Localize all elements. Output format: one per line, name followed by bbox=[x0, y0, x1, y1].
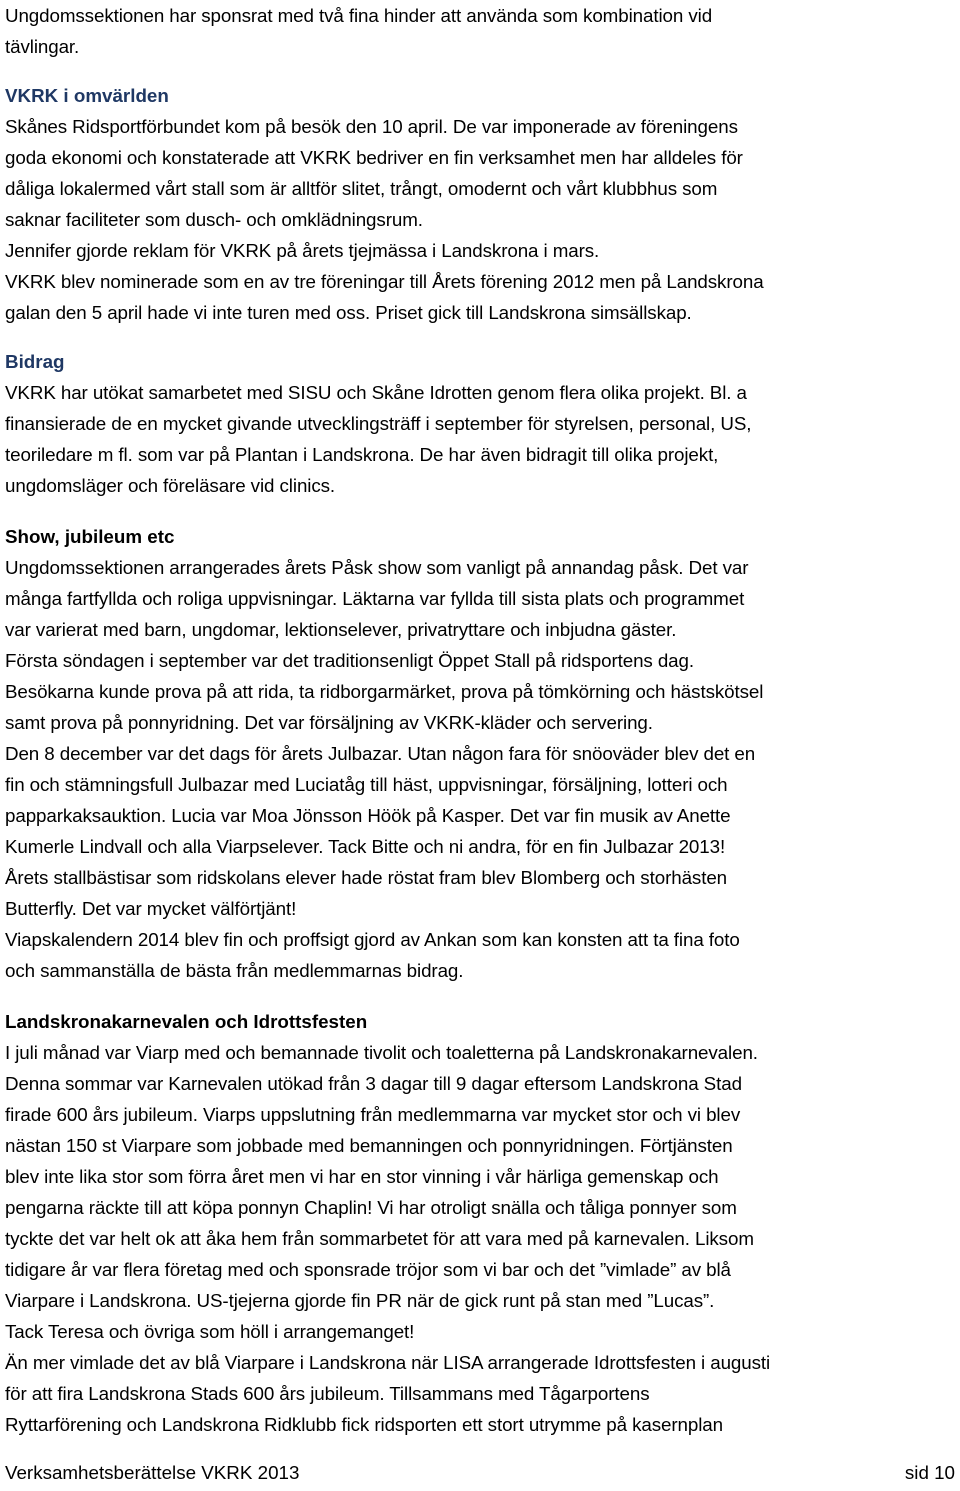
document-page bbox=[5, 0, 955, 1440]
intro-paragraph: Ungdomssektionen har sponsrat med två fina hinder att använda som kombination vid tävlingar. bbox=[5, 5, 713, 57]
page-number: sid 10 bbox=[904, 1462, 955, 1483]
paragraph-show-jubileum: Ungdomssektionen arrangerades årets Påsk show som vanligt på annandag påsk. Det var många fartfyllda och roliga uppvisningar. Läktarna var fyllda till sista plats och programmet var varierat med barn, ungdomar, lektionselever, privatryttare och inbjudna gäster. Första söndagen i september var det traditionsenligt Öppet Stall på ridsportens dag. Besökarna kunde prova på att rida, ta ridborgarmärket, prova på tömkörning och hästskötsel samt prova på ponnyridning. Det var försäljning av VKRK-kläder och servering. Den 8 december var det dags för årets Julbazar. Utan någon fara för snöoväder blev det en fin och stämningsfull Julbazar med Luciatåg till häst, uppvisningar, försäljning, lotteri och papparkaksauktion. Lucia var Moa Jönsson Höök på Kasper. Det var fin musik av Anette Kumerle Lindvall och alla Viarpselever. Tack Bitte och ni andra, för en fin Julbazar 2013! Årets stallbästisar som ridskolans elever hade röstat fram blev Blomberg och storhästen Butterfly. Det var mycket välförtjänt! Viapskalendern 2014 blev fin och proffsigt gjord av Ankan som kan konsten att ta fina foto och sammanställa de bästa från medlemmarnas bidrag. bbox=[5, 557, 764, 981]
page-footer bbox=[5, 1459, 955, 1487]
footer-title: Verksamhetsberättelse VKRK 2013 bbox=[5, 1462, 300, 1483]
paragraph-landskronakarnevalen: I juli månad var Viarp med och bemannade tivolit och toaletterna på Landskronakarnevalen. Denna sommar var Karnevalen utökad från 3 dagar till 9 dagar eftersom Landskrona Stad firade 600 års jubileum. Viarps uppslutning från medlemmarna var mycket stor och vi blev nästan 150 st Viarpare som jobbade med bemanningen och ponnyridningen. Förtjänsten blev inte lika stor som förra året men vi har en stor vinning i vår härliga gemenskap och pengarna räckte till att köpa ponnyn Chaplin! Vi har otroligt snälla och tåliga ponnyer som tyckte det var helt ok att åka hem från sommarbetet för att vara med på karnevalen. Liksom tidigare år var flera företag med och sponsrade tröjor som vi bar och det ”vimlade” av blå Viarpare i Landskrona. US-tjejerna gjorde fin PR när de gick runt på stan med ”Lucas”. Tack Teresa och övriga som höll i arrangemanget! Än mer vimlade det av blå Viarpare i Landskrona när LISA arrangerade Idrottsfesten i augusti för att fira Landskrona Stads 600 års jubileum. Tillsammans med Tågarportens Ryttarförening och Landskrona Ridklubb fick ridsporten ett stort utrymme på kasernplan bbox=[5, 1042, 771, 1435]
heading-vkrk-i-omvarlden: VKRK i omvärlden bbox=[5, 85, 169, 106]
paragraph-bidrag: VKRK har utökat samarbetet med SISU och Skåne Idrotten genom flera olika projekt. Bl. a finansierade de en mycket givande utvecklingsträff i september för styrelsen, personal, US, teoriledare m fl. som var på Plantan i Landskrona. De har även bidragit till olika projekt, ungdomsläger och föreläsare vid clinics. bbox=[5, 382, 752, 496]
heading-bidrag: Bidrag bbox=[5, 351, 65, 372]
paragraph-vkrk-i-omvarlden: Skånes Ridsportförbundet kom på besök den 10 april. De var imponerade av föreningens goda ekonomi och konstaterade att VKRK bedriver en fin verksamhet men har alldeles för dåliga lokalermed vårt stall som är alltför slitet, trångt, omodernt och vårt klubbhus som saknar faciliteter som dusch- och omklädningsrum. Jennifer gjorde reklam för VKRK på årets tjejmässa i Landskrona i mars. VKRK blev nominerade som en av tre föreningar till Årets förening 2012 men på Landskrona galan den 5 april hade vi inte turen med oss. Priset gick till Landskrona simsällskap. bbox=[5, 116, 764, 323]
heading-landskronakarnevalen: Landskronakarnevalen och Idrottsfesten bbox=[5, 1011, 368, 1032]
heading-show-jubileum: Show, jubileum etc bbox=[5, 526, 175, 547]
